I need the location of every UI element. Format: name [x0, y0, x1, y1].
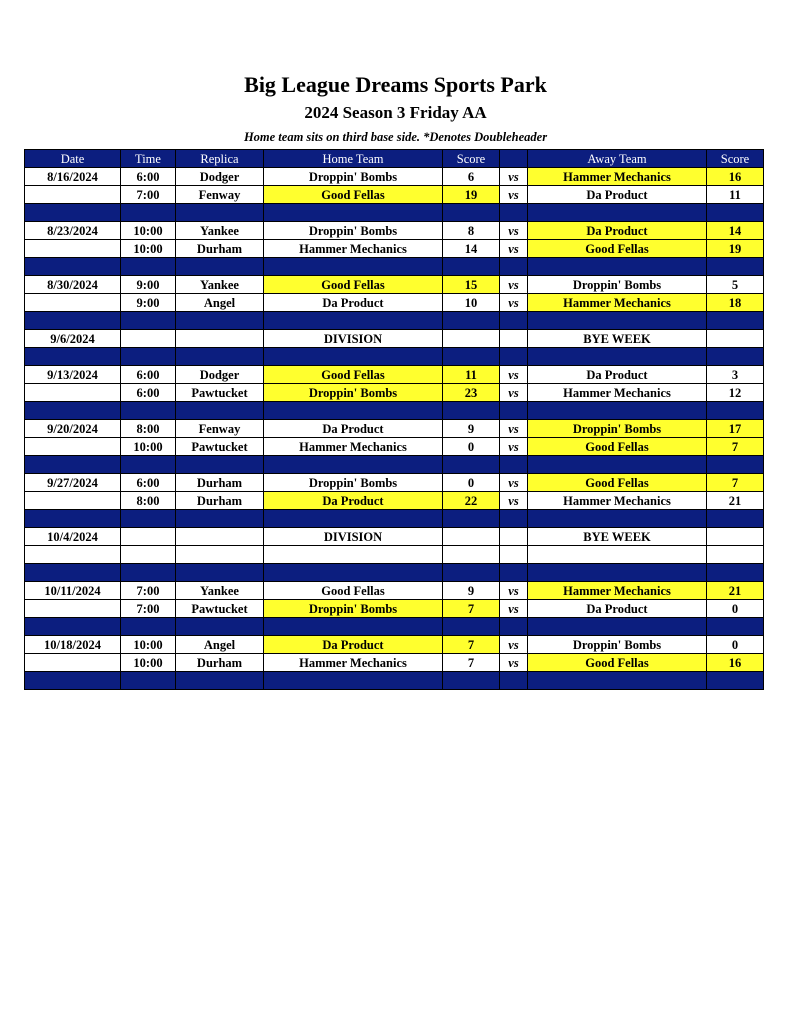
date-cell: 9/20/2024 [25, 420, 121, 438]
date-cell [25, 492, 121, 510]
home-score-cell: 7 [443, 600, 500, 618]
bye-week-row [25, 528, 764, 546]
home-score-cell [443, 456, 500, 474]
away-team-cell: Da Product [528, 366, 707, 384]
replica-cell [176, 258, 264, 276]
date-cell [25, 438, 121, 456]
time-cell [121, 330, 176, 348]
game-row [25, 240, 764, 258]
home-team-cell: Da Product [264, 420, 443, 438]
away-score-cell: 19 [707, 240, 764, 258]
home-score-cell [443, 510, 500, 528]
date-cell: 9/6/2024 [25, 330, 121, 348]
vs-cell: vs [500, 240, 528, 258]
home-score-cell: 15 [443, 276, 500, 294]
replica-cell [176, 204, 264, 222]
time-cell [121, 348, 176, 366]
away-score-cell: 18 [707, 294, 764, 312]
replica-cell: Durham [176, 492, 264, 510]
vs-cell [500, 528, 528, 546]
time-cell: 7:00 [121, 186, 176, 204]
date-cell [25, 204, 121, 222]
home-score-cell [443, 330, 500, 348]
bye-week-row [25, 330, 764, 348]
date-cell: 9/27/2024 [25, 474, 121, 492]
replica-cell [176, 528, 264, 546]
vs-cell: vs [500, 186, 528, 204]
home-team-cell: Droppin' Bombs [264, 600, 443, 618]
date-cell [25, 240, 121, 258]
game-row [25, 492, 764, 510]
date-cell: 10/4/2024 [25, 528, 121, 546]
away-team-cell [528, 402, 707, 420]
date-cell [25, 654, 121, 672]
away-score-cell [707, 330, 764, 348]
game-row [25, 366, 764, 384]
home-score-cell [443, 402, 500, 420]
home-team-cell [264, 402, 443, 420]
time-cell [121, 672, 176, 690]
vs-cell: vs [500, 600, 528, 618]
vs-cell: vs [500, 420, 528, 438]
home-team-cell [264, 672, 443, 690]
away-score-cell: 7 [707, 474, 764, 492]
time-cell: 6:00 [121, 384, 176, 402]
game-row [25, 222, 764, 240]
home-score-cell [443, 546, 500, 564]
date-cell [25, 564, 121, 582]
replica-cell [176, 618, 264, 636]
time-cell: 10:00 [121, 222, 176, 240]
home-team-cell: Hammer Mechanics [264, 654, 443, 672]
home-score-cell: 8 [443, 222, 500, 240]
home-team-cell: Droppin' Bombs [264, 474, 443, 492]
date-cell [25, 384, 121, 402]
date-cell: 10/18/2024 [25, 636, 121, 654]
home-score-cell [443, 258, 500, 276]
home-team-cell: Da Product [264, 492, 443, 510]
replica-cell [176, 402, 264, 420]
away-team-cell: Hammer Mechanics [528, 384, 707, 402]
home-score-cell [443, 564, 500, 582]
date-cell [25, 546, 121, 564]
time-cell [121, 258, 176, 276]
home-score-cell [443, 348, 500, 366]
home-team-cell: Hammer Mechanics [264, 240, 443, 258]
home-score-cell [443, 672, 500, 690]
time-cell: 8:00 [121, 492, 176, 510]
vs-cell [500, 402, 528, 420]
home-team-cell: Good Fellas [264, 186, 443, 204]
time-cell: 7:00 [121, 600, 176, 618]
game-row [25, 276, 764, 294]
vs-cell [500, 204, 528, 222]
replica-cell: Yankee [176, 222, 264, 240]
away-team-cell: Droppin' Bombs [528, 636, 707, 654]
game-row [25, 420, 764, 438]
home-score-cell [443, 204, 500, 222]
replica-cell: Fenway [176, 186, 264, 204]
away-score-cell [707, 312, 764, 330]
season-subtitle: 2024 Season 3 Friday AA [304, 103, 487, 122]
home-team-cell [264, 348, 443, 366]
replica-cell: Fenway [176, 420, 264, 438]
vs-cell [500, 348, 528, 366]
spacer-row [25, 456, 764, 474]
home-score-cell: 9 [443, 582, 500, 600]
home-team-cell [264, 546, 443, 564]
time-cell: 9:00 [121, 294, 176, 312]
replica-cell: Yankee [176, 582, 264, 600]
date-cell: 8/16/2024 [25, 168, 121, 186]
game-row [25, 654, 764, 672]
vs-cell: vs [500, 654, 528, 672]
spacer-row [25, 258, 764, 276]
home-team-cell [264, 456, 443, 474]
away-score-cell [707, 348, 764, 366]
replica-cell: Angel [176, 294, 264, 312]
away-team-cell: Droppin' Bombs [528, 276, 707, 294]
home-team-cell [264, 564, 443, 582]
away-score-cell: 0 [707, 636, 764, 654]
time-cell: 8:00 [121, 420, 176, 438]
away-score-cell [707, 204, 764, 222]
schedule-body [25, 168, 764, 690]
col-header-home-team: Home Team [264, 150, 443, 168]
col-header-home-score: Score [443, 150, 500, 168]
away-score-cell [707, 564, 764, 582]
spacer-row [25, 312, 764, 330]
replica-cell: Yankee [176, 276, 264, 294]
away-score-cell [707, 510, 764, 528]
vs-cell: vs [500, 168, 528, 186]
home-score-cell: 0 [443, 438, 500, 456]
time-cell: 9:00 [121, 276, 176, 294]
away-team-cell: Hammer Mechanics [528, 492, 707, 510]
away-score-cell: 5 [707, 276, 764, 294]
time-cell: 6:00 [121, 168, 176, 186]
vs-cell: vs [500, 384, 528, 402]
spacer-row [25, 402, 764, 420]
table-header-row [25, 150, 764, 168]
away-score-cell: 12 [707, 384, 764, 402]
replica-cell [176, 672, 264, 690]
date-cell [25, 600, 121, 618]
replica-cell: Durham [176, 240, 264, 258]
date-cell: 8/30/2024 [25, 276, 121, 294]
away-team-cell [528, 510, 707, 528]
away-score-cell: 16 [707, 168, 764, 186]
time-cell [121, 618, 176, 636]
home-team-cell: Hammer Mechanics [264, 438, 443, 456]
vs-cell: vs [500, 474, 528, 492]
home-team-cell: Da Product [264, 636, 443, 654]
replica-cell [176, 564, 264, 582]
vs-cell: vs [500, 438, 528, 456]
home-team-cell: Droppin' Bombs [264, 168, 443, 186]
vs-cell [500, 564, 528, 582]
date-cell [25, 672, 121, 690]
home-score-cell [443, 528, 500, 546]
away-score-cell: 3 [707, 366, 764, 384]
date-cell [25, 348, 121, 366]
time-cell: 6:00 [121, 474, 176, 492]
game-row [25, 636, 764, 654]
away-team-cell: Good Fellas [528, 240, 707, 258]
date-cell [25, 294, 121, 312]
away-score-cell [707, 672, 764, 690]
home-score-cell: 22 [443, 492, 500, 510]
date-cell: 9/13/2024 [25, 366, 121, 384]
replica-cell [176, 510, 264, 528]
away-team-cell [528, 204, 707, 222]
vs-cell: vs [500, 636, 528, 654]
away-score-cell: 11 [707, 186, 764, 204]
away-team-cell: BYE WEEK [528, 330, 707, 348]
away-score-cell [707, 546, 764, 564]
home-score-cell: 23 [443, 384, 500, 402]
date-cell: 10/11/2024 [25, 582, 121, 600]
game-row [25, 474, 764, 492]
col-header-away-team: Away Team [528, 150, 707, 168]
home-team-cell [264, 258, 443, 276]
away-team-cell [528, 564, 707, 582]
away-team-cell [528, 618, 707, 636]
home-team-cell: DIVISION [264, 528, 443, 546]
away-score-cell [707, 618, 764, 636]
vs-cell: vs [500, 366, 528, 384]
away-team-cell [528, 672, 707, 690]
time-cell [121, 312, 176, 330]
game-row [25, 186, 764, 204]
game-row [25, 168, 764, 186]
vs-cell [500, 618, 528, 636]
schedule-table [24, 149, 764, 690]
col-header-vs [500, 150, 528, 168]
away-team-cell: Good Fellas [528, 654, 707, 672]
date-cell [25, 402, 121, 420]
away-team-cell: Da Product [528, 600, 707, 618]
spacer-row [25, 510, 764, 528]
home-score-cell: 14 [443, 240, 500, 258]
time-cell [121, 456, 176, 474]
home-team-cell: Good Fellas [264, 582, 443, 600]
home-score-cell: 19 [443, 186, 500, 204]
home-team-cell: Droppin' Bombs [264, 222, 443, 240]
time-cell [121, 564, 176, 582]
vs-cell [500, 258, 528, 276]
vs-cell [500, 330, 528, 348]
col-header-time: Time [121, 150, 176, 168]
time-cell: 7:00 [121, 582, 176, 600]
home-score-cell: 6 [443, 168, 500, 186]
away-score-cell: 16 [707, 654, 764, 672]
home-score-cell [443, 618, 500, 636]
vs-cell: vs [500, 294, 528, 312]
home-team-cell [264, 204, 443, 222]
time-cell [121, 528, 176, 546]
replica-cell: Dodger [176, 366, 264, 384]
time-cell [121, 402, 176, 420]
away-team-cell: BYE WEEK [528, 528, 707, 546]
vs-cell [500, 456, 528, 474]
time-cell: 10:00 [121, 240, 176, 258]
away-team-cell: Hammer Mechanics [528, 168, 707, 186]
home-score-cell: 7 [443, 654, 500, 672]
date-cell: 8/23/2024 [25, 222, 121, 240]
time-cell: 6:00 [121, 366, 176, 384]
away-team-cell: Da Product [528, 222, 707, 240]
away-team-cell: Droppin' Bombs [528, 420, 707, 438]
home-team-cell: DIVISION [264, 330, 443, 348]
away-team-cell [528, 546, 707, 564]
away-team-cell: Hammer Mechanics [528, 582, 707, 600]
replica-cell: Durham [176, 654, 264, 672]
away-score-cell: 0 [707, 600, 764, 618]
replica-cell [176, 330, 264, 348]
vs-cell [500, 546, 528, 564]
spacer-row [25, 672, 764, 690]
game-row [25, 294, 764, 312]
away-team-cell [528, 312, 707, 330]
time-cell [121, 204, 176, 222]
home-score-cell: 9 [443, 420, 500, 438]
replica-cell [176, 348, 264, 366]
spacer-row [25, 618, 764, 636]
away-score-cell: 21 [707, 582, 764, 600]
vs-cell [500, 312, 528, 330]
spacer-row [25, 348, 764, 366]
home-team-cell [264, 312, 443, 330]
replica-cell: Durham [176, 474, 264, 492]
date-cell [25, 258, 121, 276]
away-score-cell: 21 [707, 492, 764, 510]
away-score-cell [707, 456, 764, 474]
replica-cell [176, 546, 264, 564]
date-cell [25, 312, 121, 330]
away-score-cell: 7 [707, 438, 764, 456]
replica-cell: Pawtucket [176, 438, 264, 456]
home-team-cell [264, 510, 443, 528]
time-cell: 10:00 [121, 438, 176, 456]
home-team-cell: Good Fellas [264, 366, 443, 384]
replica-cell [176, 312, 264, 330]
vs-cell [500, 672, 528, 690]
time-cell: 10:00 [121, 654, 176, 672]
vs-cell [500, 510, 528, 528]
home-team-cell: Droppin' Bombs [264, 384, 443, 402]
vs-cell: vs [500, 276, 528, 294]
vs-cell: vs [500, 222, 528, 240]
date-cell [25, 510, 121, 528]
replica-cell: Dodger [176, 168, 264, 186]
away-score-cell: 17 [707, 420, 764, 438]
time-cell [121, 546, 176, 564]
game-row [25, 438, 764, 456]
blank-row [25, 546, 764, 564]
game-row [25, 384, 764, 402]
away-team-cell: Hammer Mechanics [528, 294, 707, 312]
away-team-cell: Da Product [528, 186, 707, 204]
home-team-cell: Da Product [264, 294, 443, 312]
col-header-away-score: Score [707, 150, 764, 168]
away-team-cell [528, 258, 707, 276]
home-score-cell: 0 [443, 474, 500, 492]
game-row [25, 582, 764, 600]
replica-cell: Angel [176, 636, 264, 654]
col-header-date: Date [25, 150, 121, 168]
date-cell [25, 186, 121, 204]
game-row [25, 600, 764, 618]
spacer-row [25, 204, 764, 222]
replica-cell: Pawtucket [176, 600, 264, 618]
away-score-cell [707, 528, 764, 546]
home-team-cell [264, 618, 443, 636]
schedule-note: Home team sits on third base side. *Denotes Doubleheader [243, 130, 548, 144]
time-cell [121, 510, 176, 528]
replica-cell: Pawtucket [176, 384, 264, 402]
vs-cell: vs [500, 582, 528, 600]
away-team-cell [528, 348, 707, 366]
away-team-cell [528, 456, 707, 474]
time-cell: 10:00 [121, 636, 176, 654]
col-header-replica: Replica [176, 150, 264, 168]
home-score-cell: 10 [443, 294, 500, 312]
home-score-cell [443, 312, 500, 330]
replica-cell [176, 456, 264, 474]
away-score-cell [707, 258, 764, 276]
home-score-cell: 11 [443, 366, 500, 384]
page-title: Big League Dreams Sports Park [244, 72, 547, 97]
vs-cell: vs [500, 492, 528, 510]
home-team-cell: Good Fellas [264, 276, 443, 294]
away-team-cell: Good Fellas [528, 474, 707, 492]
home-score-cell: 7 [443, 636, 500, 654]
away-team-cell: Good Fellas [528, 438, 707, 456]
date-cell [25, 618, 121, 636]
away-score-cell [707, 402, 764, 420]
away-score-cell: 14 [707, 222, 764, 240]
date-cell [25, 456, 121, 474]
spacer-row [25, 564, 764, 582]
